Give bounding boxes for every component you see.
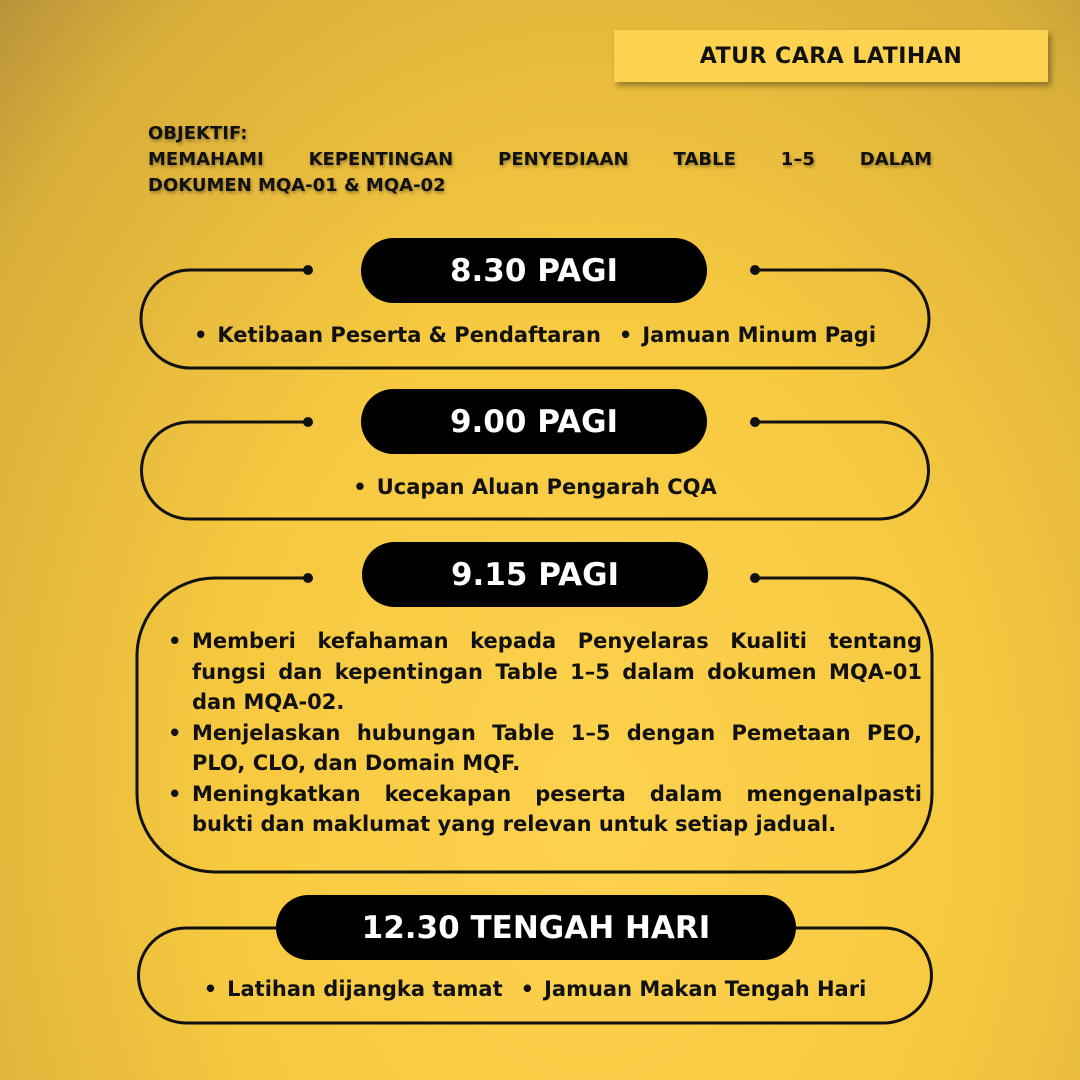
connector-dot-left [303, 265, 313, 275]
list-item: • Latihan dijangka tamat [204, 977, 503, 1001]
list-item: • Jamuan Minum Pagi [619, 323, 876, 347]
list-item: • Ketibaan Peserta & Pendaftaran [194, 323, 601, 347]
list-item: • Menjelaskan hubungan Table 1–5 dengan Pemetaan PEO, PLO, CLO, dan Domain MQF. [192, 718, 922, 779]
connector-dot-left [303, 417, 313, 427]
objective-line-1: MEMAHAMI KEPENTINGAN PENYEDIAAN TABLE 1–5 DALAM [148, 149, 932, 170]
session-1-time [361, 238, 707, 303]
session-4-time-label: 12.30 TENGAH HARI [361, 909, 711, 946]
session-3-time [362, 542, 708, 607]
page-title: ATUR CARA LATIHAN [699, 43, 963, 69]
list-item: • Memberi kefahaman kepada Penyelaras Kualiti tentang fungsi dan kepentingan Table 1–5 dalam dokumen MQA-01 dan MQA-02. [192, 626, 922, 718]
session-4-items [138, 972, 932, 1006]
session-2-time [361, 389, 707, 454]
session-3-items [162, 626, 922, 840]
objective-label: OBJEKTIF: [148, 123, 248, 144]
connector-dot-right [750, 417, 760, 427]
session-1-time-label: 8.30 PAGI [449, 252, 619, 289]
connector-dot-right [750, 573, 760, 583]
objective-line-2: DOKUMEN MQA-01 & MQA-02 [148, 175, 446, 196]
list-item: • Meningkatkan kecekapan peserta dalam mengenalpasti bukti dan maklumat yang relevan untuk setiap jadual. [192, 779, 922, 840]
session-4-time [276, 895, 796, 960]
connector-dot-right [750, 265, 760, 275]
session-2-time-label: 9.00 PAGI [449, 403, 619, 440]
list-item: • Ucapan Aluan Pengarah CQA [353, 475, 717, 499]
session-3-time-label: 9.15 PAGI [450, 556, 620, 593]
session-1-items [140, 318, 930, 352]
session-2-items [140, 470, 930, 504]
list-item: • Jamuan Makan Tengah Hari [521, 977, 867, 1001]
connector-dot-left [303, 573, 313, 583]
